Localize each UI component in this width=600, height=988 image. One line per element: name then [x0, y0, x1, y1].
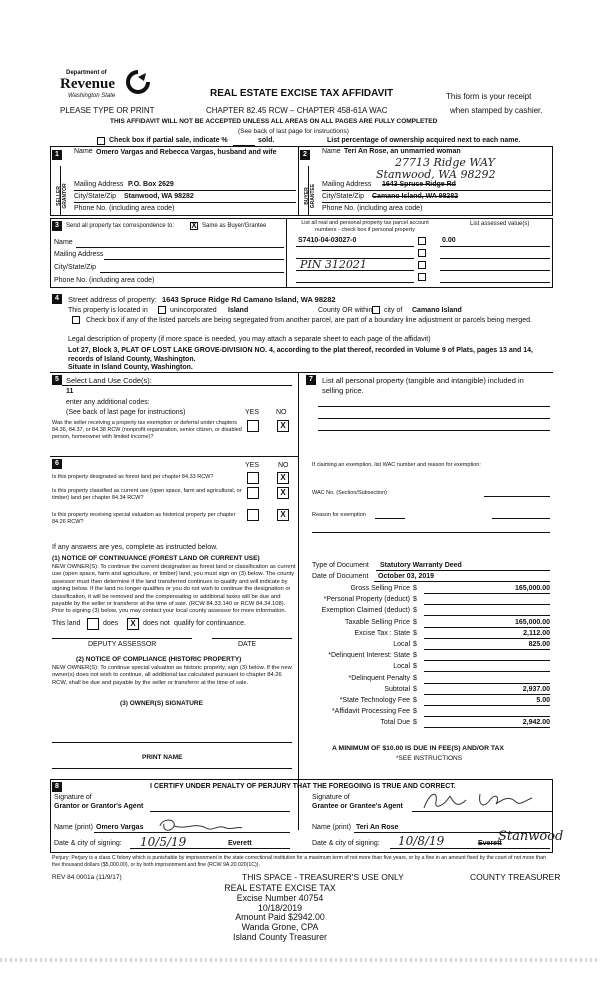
buyer-hw-address: 27713 Ridge WAY [395, 156, 495, 169]
logo-state: Washington State [68, 93, 116, 99]
legal-label: Legal description of property (if more space is needed, you may attach a separate sheet to each page of the affidavit) [68, 336, 431, 343]
tax-row-label: *Delinquent Penalty [348, 674, 410, 682]
qualify-label: qualify for continuance. [174, 620, 246, 627]
tax-row-line [424, 716, 550, 717]
minimum-note: A MINIMUM OF $10.00 IS DUE IN FEE(S) AND/OR TAX [332, 745, 504, 752]
owner-signature-label: (3) OWNER(S) SIGNATURE [120, 700, 203, 707]
buyer-city-label: City/State/Zip [322, 193, 365, 200]
section-2-number: 2 [300, 150, 310, 160]
seller-city: Stanwood, WA 98282 [124, 193, 194, 200]
land-use-value: 11 [66, 388, 74, 395]
historic-yes-checkbox[interactable] [247, 509, 259, 521]
does-checkbox[interactable] [87, 618, 99, 630]
continuance-text: NEW OWNER(S): To continue the current designation as forest land or classification as current use (open space, farm and agriculture, or timber) land, you must sign on (3) below. The county assessor must then determine if the land transferred continues to qualify and will indicate by signing below. If the land no longer qualifies or you do not wish to continue the designation or classification, it will be removed and the compensating or additional taxes will be due and payable by the seller or transferor at the time of sale. (RCW 84.33.140 or RCW 84.34.108). Prior to signing (3) below, you may contact your local county assessor for more information. [52, 564, 296, 615]
county-treasurer: COUNTY TREASURER [470, 872, 561, 882]
s3-name-label: Name [54, 239, 73, 246]
tax-row-label: Total Due [380, 719, 410, 727]
grantor-city: Everett [228, 840, 252, 847]
city-of-label: city of [384, 307, 403, 314]
grantee-city-handwritten: Stanwood [498, 829, 564, 844]
doc-date-label: Date of Document [312, 573, 369, 580]
deputy-assessor: DEPUTY ASSESSOR [88, 641, 157, 648]
receipt-note-2: when stamped by cashier. [450, 106, 543, 115]
tax-row-label: *Delinquent Interest: State [328, 652, 410, 660]
parcel-header: List all real and personal property tax parcel account numbers - check box if personal property [301, 220, 429, 233]
tax-row-label: Taxable Selling Price [345, 618, 410, 626]
tax-row-currency: $ [413, 607, 417, 615]
tax-row-line [424, 627, 550, 628]
street-label: Street address of property: [68, 295, 157, 304]
s5-no: NO [276, 409, 287, 416]
same-as-buyer-label: Same as Buyer/Grantee [202, 223, 267, 229]
city-of-checkbox[interactable] [372, 306, 380, 314]
tax-row-label: Exemption Claimed (deduct) [321, 607, 410, 615]
forest-no-checkbox[interactable]: X [277, 472, 289, 484]
grantor-name-label: Name (print) [54, 824, 93, 831]
seller-name: Omero Vargas and Rebecca Vargas, husband and wife [96, 149, 277, 156]
warning: THIS AFFIDAVIT WILL NOT BE ACCEPTED UNLESS ALL AREAS ON ALL PAGES ARE FULLY COMPLETED [110, 118, 438, 125]
county-value: Island [228, 307, 249, 314]
buyer-mailing: 1643 Spruce Ridge Rd [382, 181, 456, 188]
section-4-number: 4 [52, 294, 62, 304]
grantor-signature [156, 816, 246, 836]
s3-phone-label: Phone No. (including area code) [54, 277, 155, 284]
section-3-number: 3 [52, 221, 62, 231]
s5-yes-checkbox[interactable] [247, 420, 259, 432]
current-use-question: Is this property classified as current use (open space, farm and agricultural, or timber) land per chapter 84.34 RCW? [52, 488, 242, 501]
parcel-1: S7410-04-03027-0 [298, 237, 357, 244]
does-not-label: does not [143, 620, 170, 627]
perjury-note: Perjury: Perjury is a class C felony which is punishable by imprisonment in the state correctional institution for a maximum term of not more than five years, or by a fine in an amount fixed by the court of not more than five thousand dollars ($5,000.00), or by both imprisonment and fine (RCW 9A.20.020(1C)). [52, 855, 546, 868]
tax-row-line [424, 604, 550, 605]
dor-logo-icon [126, 70, 150, 94]
buyer-name-label: Name [322, 148, 341, 155]
personal-property-checkbox-2[interactable] [418, 249, 426, 257]
if-yes-text: If any answers are yes, complete as instructed below. [52, 544, 218, 551]
tax-row-label: Excise Tax : State [354, 629, 410, 637]
tax-row-currency: $ [413, 697, 417, 704]
s6-no: NO [278, 462, 289, 469]
seller-side-label: SELLER GRANTOR [56, 183, 68, 209]
street-value: 1643 Spruce Ridge Rd Camano Island, WA 98282 [162, 295, 336, 304]
pin-handwritten: PIN 312021 [300, 258, 367, 271]
form-revision: REV 84 0001a (11/9/17) [52, 874, 122, 881]
tax-row-currency: $ [413, 585, 417, 592]
section-1-number: 1 [52, 150, 62, 160]
continuance-title: (1) NOTICE OF CONTINUANCE (FOREST LAND OR CURRENT USE) [52, 555, 260, 562]
stamp-line-2: Excise Number 40754 [236, 892, 324, 903]
tax-row-currency: $ [413, 629, 417, 637]
deputy-date: DATE [238, 641, 257, 648]
partial-sale-label: Check box if partial sale, indicate % [109, 137, 228, 144]
additional-codes: enter any additional codes: [66, 399, 150, 406]
tax-row-value: 165,000.00 [514, 585, 550, 592]
buyer-city: Camano Island, WA 98282 [372, 193, 459, 200]
seller-phone-label: Phone No. (including area code) [74, 205, 175, 212]
grantee-signature [420, 788, 550, 814]
seller-mailing: P.O. Box 2629 [128, 181, 174, 188]
grantor-date: 10/5/19 [140, 835, 187, 849]
stamp-line-4: Amount Paid $2942.00 [235, 912, 325, 923]
compliance-title: (2) NOTICE OF COMPLIANCE (HISTORIC PROPERTY) [76, 656, 242, 663]
see-back: (See back of last page for instructions) [238, 128, 349, 135]
grantor-name: Omero Vargas [96, 824, 144, 831]
form-title: REAL ESTATE EXCISE TAX AFFIDAVIT [210, 88, 394, 99]
logo-dept: Department of [66, 70, 107, 76]
tax-row-label: Local [393, 641, 410, 648]
tax-row-line [424, 694, 550, 695]
land-use-label: Select Land Use Code(s): [66, 376, 152, 385]
stamp-line-6: Island County Treasurer [233, 931, 327, 942]
list-pct-label: List percentage of ownership acquired next to each name. [327, 137, 521, 144]
seller-mailing-label: Mailing Address [74, 181, 124, 188]
s3-city-label: City/State/Zip [54, 264, 97, 271]
tax-row-line [424, 683, 550, 684]
tax-row-value: 2,937.00 [522, 685, 550, 693]
forest-question: Is this property designated as forest land per chapter 84.33 RCW? [52, 474, 214, 480]
treasurer-stamp [180, 884, 380, 943]
tax-row-currency: $ [413, 663, 417, 671]
does-not-checkbox[interactable]: X [127, 618, 139, 630]
legal-value: Lot 27, Block 3, PLAT OF LOST LAKE GROVE-DIVISION NO. 4, according to the plat thereof, recorded in Volume 9 of Plats, pages 13 and 14, records of Island County, Washington. [68, 347, 533, 363]
city-value: Camano Island [412, 307, 462, 314]
tax-row-currency: $ [413, 719, 417, 727]
personal-property-checkbox-3[interactable] [418, 261, 426, 269]
tax-row-value: 825.00 [528, 641, 550, 648]
same-as-buyer-checkbox[interactable]: X [191, 221, 197, 230]
see-instructions: *SEE INSTRUCTIONS [396, 755, 463, 762]
grantor-date-label: Date & city of signing: [54, 840, 122, 847]
tax-row-label: *Personal Property (deduct) [323, 596, 410, 604]
logo-name: Revenue [60, 76, 115, 92]
doc-type-value: Statutory Warranty Deed [380, 562, 462, 569]
buyer-name: Teri An Rose, an unmarried woman [344, 148, 461, 155]
seller-name-label: Name [74, 148, 93, 155]
exemption-question: Was the seller receiving a property tax exemption or deferral under chapters 84.36, 84.37, or 84.38 RCW (nonprofit organization, senior citizen, or disabled person, homeowner with limited income)? [52, 420, 242, 440]
current-use-yes-checkbox[interactable] [247, 487, 259, 499]
reason-label: Reason for exemption [312, 512, 366, 518]
tax-row-label: *Affidavit Processing Fee [331, 708, 410, 716]
buyer-mailing-label: Mailing Address [322, 181, 372, 188]
tax-row-currency: $ [413, 641, 417, 648]
tax-row-currency: $ [413, 708, 417, 716]
situate: Situate in Island County, Washington. [68, 364, 193, 371]
tax-row-value: 2,942.00 [522, 719, 550, 727]
current-use-no-checkbox[interactable]: X [277, 487, 289, 499]
grantee-date-label: Date & city of signing: [312, 840, 380, 847]
chapter: CHAPTER 82.45 RCW – CHAPTER 458-61A WAC [206, 106, 388, 115]
tax-row-line [424, 638, 550, 639]
assessed-header: List assessed value(s) [470, 221, 530, 227]
tax-row-line [424, 671, 550, 672]
grantee-city: Everett [478, 840, 502, 847]
s5-see-back: (See back of last page for instructions) [66, 409, 186, 416]
unincorporated-checkbox[interactable] [158, 306, 166, 314]
treasurer-use: THIS SPACE - TREASURER'S USE ONLY [242, 872, 404, 882]
tax-row-value: 165,000.00 [514, 618, 550, 626]
exemption-wac-label: If claiming an exemption, list WAC number and reason for exemption: [312, 462, 481, 468]
does-label: does [103, 620, 119, 627]
tax-row-currency: $ [413, 618, 417, 626]
scan-noise-strip [0, 958, 600, 962]
buyer-phone-label: Phone No. (including area code) [322, 205, 423, 212]
tax-row-currency: $ [413, 596, 417, 604]
segregated-checkbox[interactable] [72, 316, 80, 324]
s6-yes: YES [245, 462, 260, 469]
merge-text: Check box if any of the listed parcels are being segregated from another parcel, are part of a boundary line adjustment or parcels being merged. [86, 317, 532, 324]
section-8-number: 8 [52, 782, 62, 792]
this-land-label: This land [52, 620, 81, 627]
forest-yes-checkbox[interactable] [247, 472, 259, 484]
grantee-agent-label: Grantee or Grantee's Agent [312, 803, 403, 810]
doc-type-label: Type of Document [312, 562, 369, 569]
tax-row-line [424, 593, 550, 594]
unincorporated-label: unincorporated [170, 307, 217, 314]
grantor-sig-label: Signature of [54, 794, 92, 801]
section-7-number: 7 [306, 375, 316, 385]
tax-row-line [424, 727, 550, 728]
grantee-date: 10/8/19 [398, 834, 445, 848]
seller-city-label: City/State/Zip [74, 193, 117, 200]
personal-property-label: List all personal property (tangible and intangible) included in selling price. [322, 376, 524, 395]
located-text: This property is located in [68, 307, 148, 314]
tax-row-label: Local [393, 663, 410, 671]
dor-logo [60, 70, 155, 104]
tax-row-currency: $ [413, 674, 417, 682]
s5-no-checkbox[interactable]: X [277, 420, 289, 432]
tax-row-label: Subtotal [384, 685, 410, 693]
s5-yes: YES [245, 409, 260, 416]
tax-row-label: Gross Selling Price [350, 585, 410, 592]
section-5-number: 5 [52, 375, 62, 385]
tax-row-line [424, 705, 550, 706]
tax-row-line [424, 615, 550, 616]
send-correspondence-label: Send all property tax correspondence to: [66, 223, 175, 229]
tax-row-currency: $ [413, 652, 417, 660]
historic-no-checkbox[interactable]: X [277, 509, 289, 521]
personal-property-checkbox-1[interactable] [418, 237, 426, 245]
personal-property-checkbox-4[interactable] [418, 273, 426, 281]
print-name-label: PRINT NAME [142, 754, 183, 761]
stamp-line-5: Wanda Grone, CPA [241, 922, 319, 933]
wac-no-label: WAC No. (Section/Subsection) [312, 490, 387, 496]
stamp-line-1: REAL ESTATE EXCISE TAX [224, 883, 336, 893]
county-or: County OR within [318, 307, 373, 314]
certify-statement: I CERTIFY UNDER PENALTY OF PERJURY THAT THE FOREGOING IS TRUE AND CORRECT. [150, 783, 456, 790]
tax-row-currency: $ [413, 685, 417, 693]
historic-question: Is this property receiving special valuation as historical property per chapter 84.26 RCW? [52, 512, 236, 525]
compliance-text: NEW OWNER(S): To continue special valuation as historic property, sign (3) below. If the new owner(s) does not wish to continue, all additional tax calculated pursuant to chapter 84.26 RCW, shall be due and payable by the seller or transferor at the time of sale. [52, 665, 292, 686]
buyer-side-label: BUYER GRANTEE [304, 183, 316, 209]
partial-sale-checkbox[interactable] [97, 137, 105, 145]
assessed-1: 0.00 [442, 237, 456, 244]
stamp-line-3: 10/18/2019 [257, 902, 303, 913]
tax-row-value: 2,112.00 [523, 629, 550, 637]
grantor-agent-label: Grantor or Grantor's Agent [54, 803, 144, 810]
receipt-note: This form is your receipt [446, 92, 532, 101]
tax-row-line [424, 649, 550, 650]
grantee-name: Teri An Rose [356, 824, 399, 831]
grantee-sig-label: Signature of [312, 794, 350, 801]
sold-label: sold. [258, 137, 275, 144]
section-6-number: 6 [52, 459, 62, 469]
tax-row-line [424, 660, 550, 661]
grantee-name-label: Name (print) [312, 824, 351, 831]
buyer-hw-city: Stanwood, WA 98292 [376, 168, 496, 181]
tax-row-value: 5.00 [536, 697, 550, 704]
print-note: PLEASE TYPE OR PRINT [60, 106, 155, 115]
s3-mailing-label: Mailing Address [54, 251, 104, 258]
doc-date-value: October 03, 2019 [378, 573, 435, 580]
tax-row-label: *State Technology Fee [339, 697, 410, 704]
